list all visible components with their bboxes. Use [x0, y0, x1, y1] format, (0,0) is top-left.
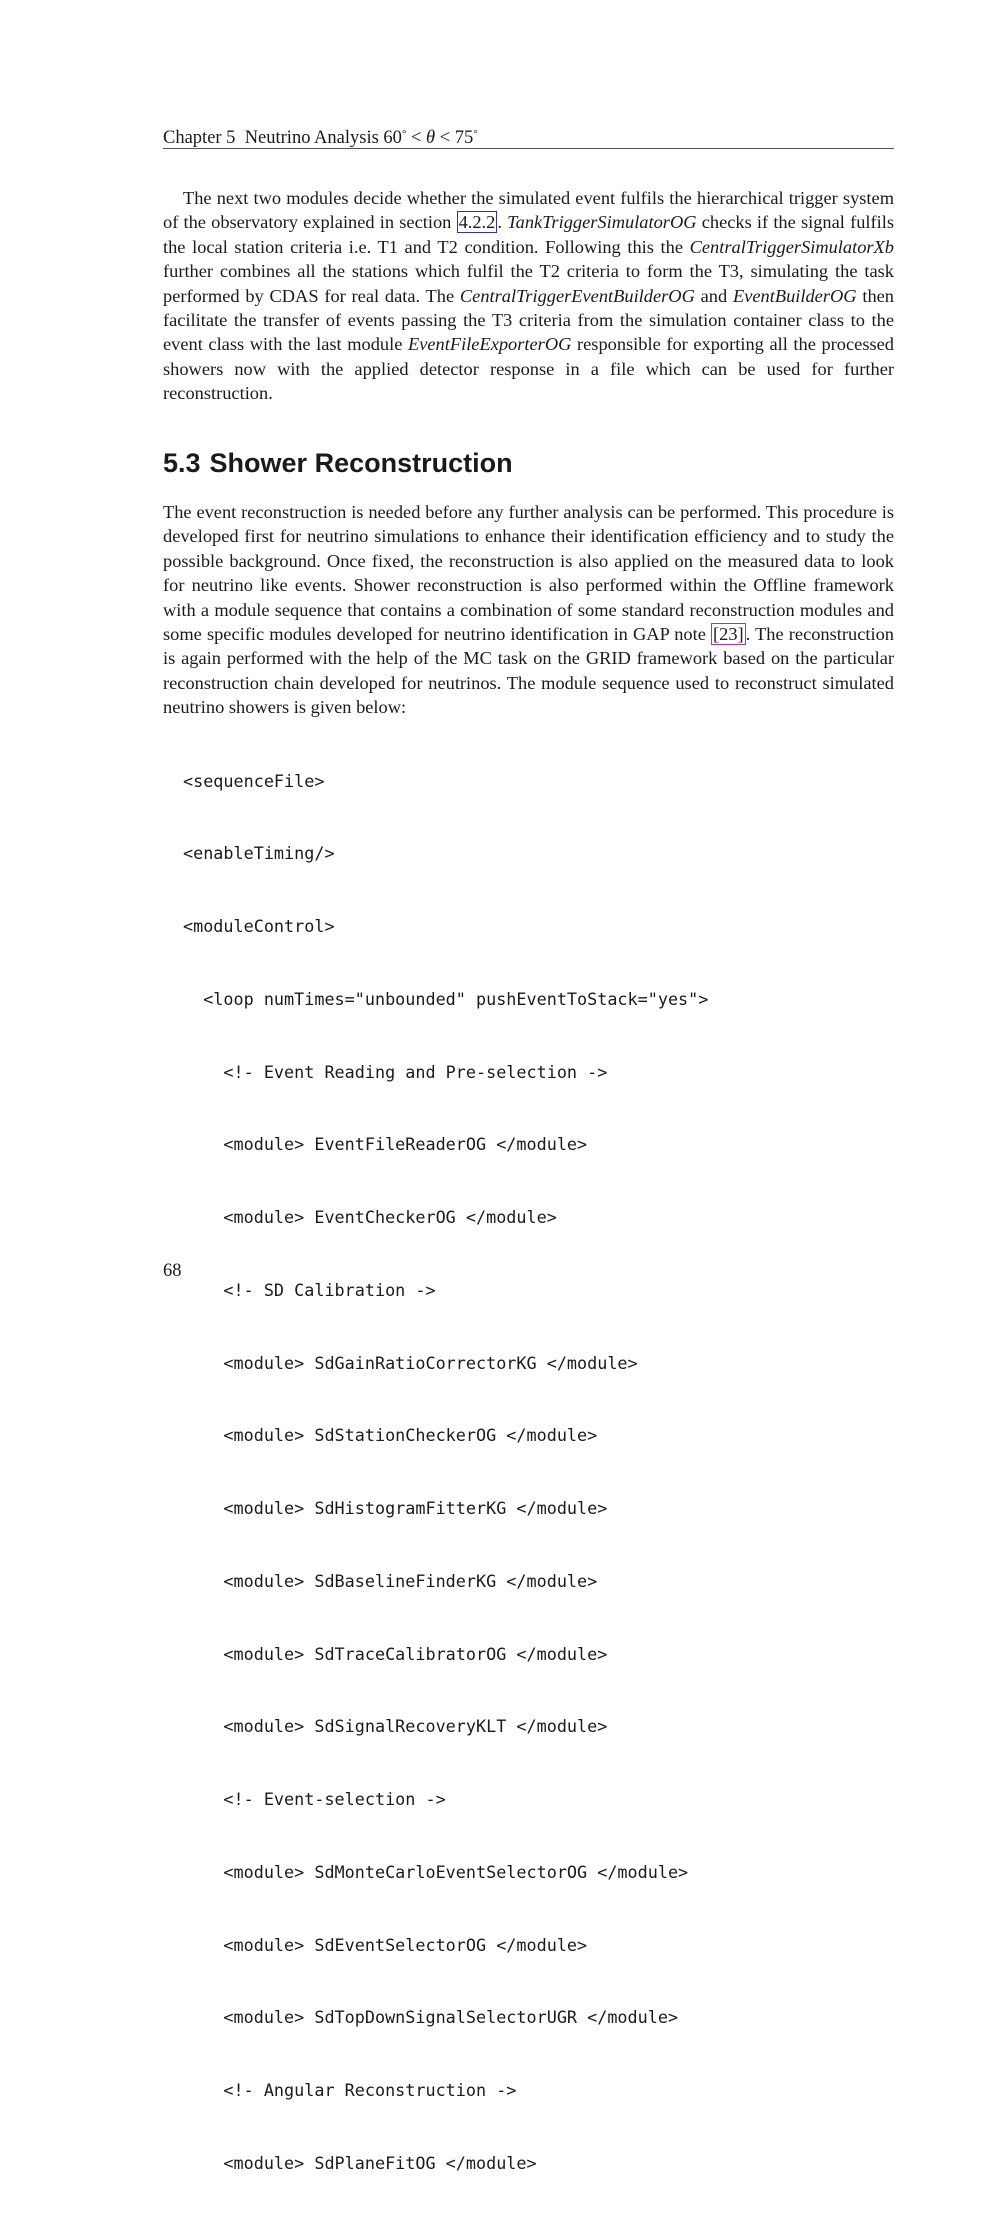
code-line: <module> SdBaselineFinderKG </module> — [183, 1570, 598, 1591]
chapter-title: Neutrino Analysis 60° < θ < 75° — [244, 128, 478, 148]
module-name: EventBuilderOG — [732, 285, 857, 306]
running-header — [163, 121, 894, 149]
code-line: <sequenceFile> — [183, 770, 325, 791]
code-line: <module> SdTopDownSignalSelectorUGR </module> — [183, 2007, 679, 2028]
code-line: <!- SD Calibration -> — [183, 1279, 436, 1300]
section-reference-link[interactable]: 4.2.2 — [458, 212, 496, 233]
code-line: <enableTiming/> — [183, 843, 335, 864]
code-line: <!- Event Reading and Pre-selection -> — [183, 1061, 608, 1082]
code-line: <module> EventFileReaderOG </module> — [183, 1134, 588, 1155]
section-heading — [163, 446, 513, 480]
code-line: <module> SdMonteCarloEventSelectorOG </module> — [183, 1861, 689, 1882]
chapter-label: Chapter 5 — [163, 128, 236, 148]
paragraph-trigger-modules: The next two modules decide whether the simulated event fulfils the hierarchical trigger system of the observatory explained in section 4.2.2 . TankTriggerSimulatorOG checks if the signal fulfils the local station criteria i.e. T1 and T2 condition. Following this the CentralTriggerSimulatorXb further combines all the stations which fulfil the T2 criteria to form the T3, simulating the task performed by CDAS for real data. The CentralTriggerEventBuilderOG and EventBuilderOG then facilitate the transfer of events passing the T3 criteria from the simulation container class to the event class with the last module EventFileExporterOG responsible for exporting all the processed showers now with the applied detector response in a file which can be used for further reconstruction. — [163, 188, 894, 404]
citation-link[interactable]: [23] — [713, 624, 744, 645]
section-number: 5.3 — [163, 448, 201, 478]
paragraph-shower-reconstruction: The event reconstruction is needed before any further analysis can be performed. This procedure is developed first for neutrino simulations to enhance their identification efficiency and to study the possible background. Once fixed, the reconstruction is also applied on the measured data to look for neutrino like events. Shower reconstruction is also performed within the Offline framework with a module sequence that contains a combination of some standard reconstruction modules and some specific modules developed for neutrino identification in GAP note [23] . The reconstruction is again performed with the help of the MC task on the GRID framework based on the particular reconstruction chain developed for neutrinos. The module sequence used to reconstruct simulated neutrino showers is given below: — [163, 502, 894, 718]
code-line: <module> SdGainRatioCorrectorKG </module> — [183, 1352, 638, 1373]
code-line: <module> SdTraceCalibratorOG </module> — [183, 1643, 608, 1664]
code-line: <!- Angular Reconstruction -> — [183, 2080, 517, 2100]
module-name: CentralTriggerEventBuilderOG — [459, 285, 695, 306]
code-line: <module> SdHistogramFitterKG </module> — [183, 1498, 608, 1518]
page-number: 68 — [163, 1261, 182, 1281]
module-name: TankTriggerSimulatorOG — [507, 212, 697, 233]
module-sequence-code — [183, 720, 708, 2224]
code-line: <moduleControl> — [183, 916, 335, 936]
code-line: <module> SdPlaneFitOG </module> — [183, 2152, 537, 2173]
code-line: <module> SdStationCheckerOG </module> — [183, 1425, 598, 1446]
code-line: <loop numTimes="unbounded" pushEventToStack="yes"> — [183, 988, 709, 1009]
code-line: <!- Event-selection -> — [183, 1789, 446, 1809]
code-line: <module> SdEventSelectorOG </module> — [183, 1934, 588, 1955]
code-line: <module> EventCheckerOG </module> — [183, 1207, 557, 1227]
code-line: <module> SdSignalRecoveryKLT </module> — [183, 1716, 608, 1737]
section-title: Shower Reconstruction — [209, 448, 513, 478]
module-name: EventFileExporterOG — [407, 334, 572, 355]
module-name: CentralTriggerSimulatorXb — [689, 236, 894, 257]
